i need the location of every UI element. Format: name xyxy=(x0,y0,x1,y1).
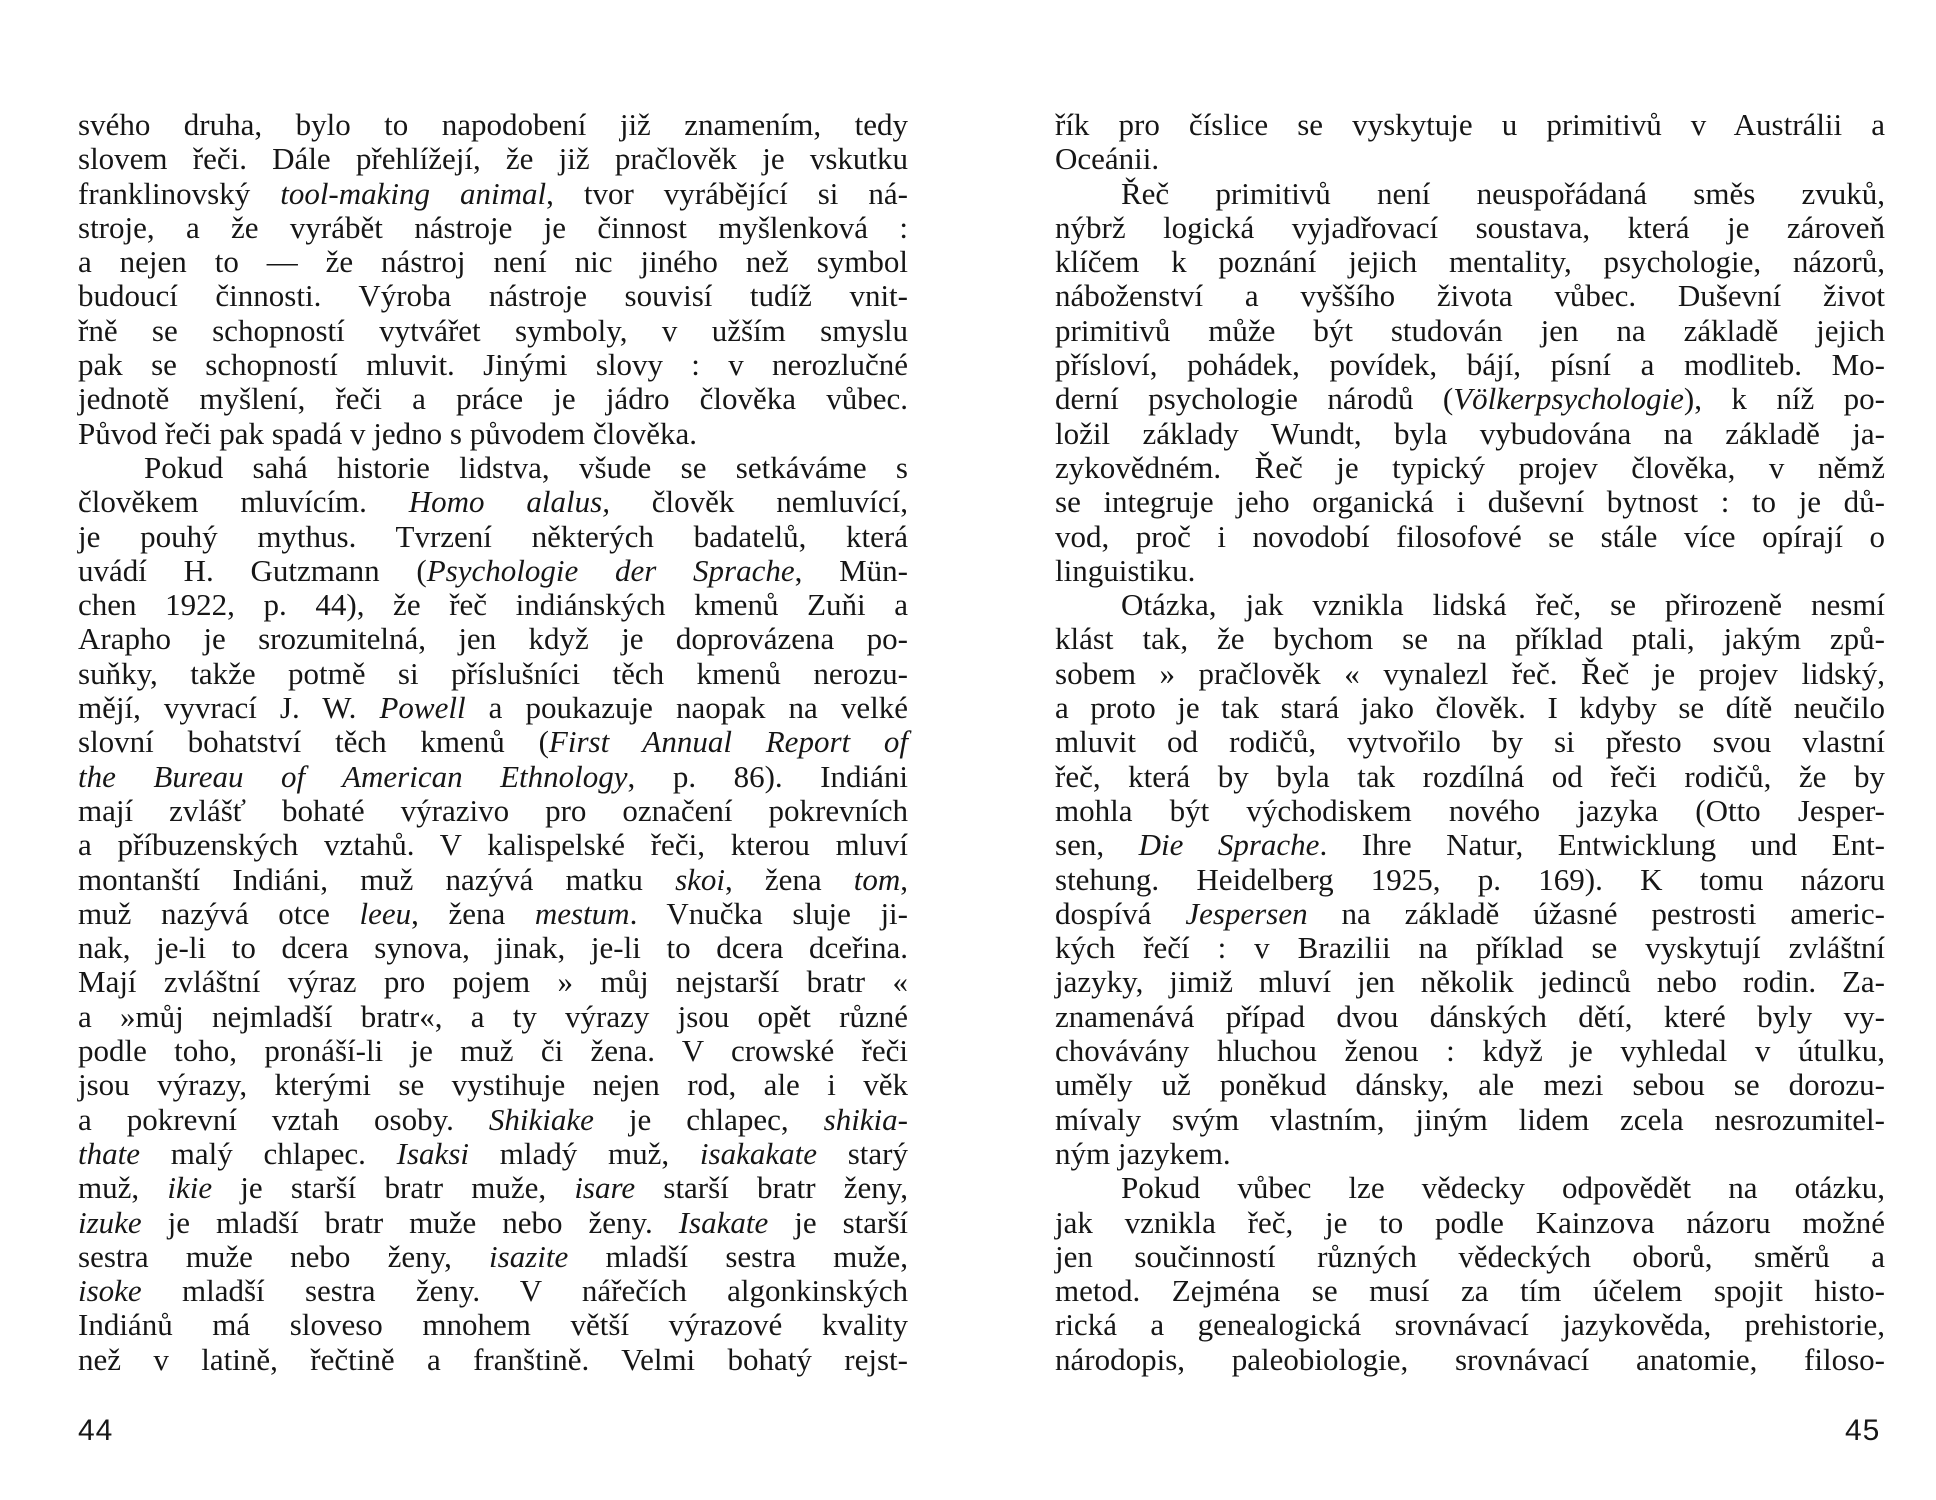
text-line xyxy=(1055,760,1885,794)
italic-text: Die Sprache xyxy=(1138,827,1320,863)
text-segment: řně se schopností vytvářet symboly, v užším smyslu xyxy=(78,312,908,348)
text-segment: ložil základy Wundt, byla vybudována na základě ja- xyxy=(1055,415,1885,451)
text-segment: sen, xyxy=(1055,827,1139,863)
text-segment: primitivů může být studován jen na základě jejich xyxy=(1055,312,1885,348)
text-segment: a proto je tak stará jako člověk. I kdyby se dítě neučilo xyxy=(1055,690,1885,726)
text-segment: Arapho je srozumitelná, jen když je doprovázena po- xyxy=(78,621,908,657)
text-line xyxy=(78,348,908,382)
text-line xyxy=(78,1171,908,1205)
text-segment: řeč, která by byla tak rozdílná od řeči rodičů, že by xyxy=(1055,758,1885,794)
text-segment: dospívá xyxy=(1055,895,1186,931)
text-segment: linguistiku. xyxy=(1055,552,1196,588)
text-line xyxy=(78,1103,908,1137)
text-line xyxy=(78,211,908,245)
text-segment: a »můj nejmladší bratr«, a ty výrazy jsou opět různé xyxy=(78,998,908,1034)
text-segment: než v latině, řečtině a franštině. Velmi bohatý rejst- xyxy=(78,1341,908,1377)
text-segment: jak vznikla řeč, je to podle Kainzova názoru možné xyxy=(1055,1204,1885,1240)
text-segment: mladý muž, xyxy=(469,1135,700,1171)
text-segment: národopis, paleobiologie, srovnávací anatomie, filoso- xyxy=(1055,1341,1885,1377)
text-segment: , xyxy=(900,861,909,897)
text-line xyxy=(1055,1308,1885,1342)
text-line xyxy=(78,279,908,313)
text-line xyxy=(1055,348,1885,382)
italic-text: Homo alalus, xyxy=(408,484,610,520)
text-line xyxy=(1055,691,1885,725)
text-line xyxy=(1055,1000,1885,1034)
italic-text: Powell xyxy=(379,690,466,726)
text-line xyxy=(78,108,908,142)
text-segment: Indiánů má sloveso mnohem větší výrazové kvality xyxy=(78,1307,908,1343)
text-segment: svého druha, bylo to napodobení již znamením, tedy xyxy=(78,107,908,142)
italic-text: mestum xyxy=(534,895,630,931)
text-line xyxy=(78,1274,908,1308)
text-line xyxy=(78,725,908,759)
text-segment: rická a genealogická srovnávací jazykověda, prehistorie, xyxy=(1055,1307,1885,1343)
text-segment: malý chlapec. xyxy=(140,1135,397,1171)
text-line xyxy=(78,314,908,348)
text-line xyxy=(1055,828,1885,862)
text-segment: budoucí činnosti. Výroba nástroje souvisí tudíž vnit- xyxy=(78,278,908,314)
italic-text: isakakate xyxy=(699,1135,817,1171)
text-line xyxy=(78,691,908,725)
text-segment: stroje, a že vyrábět nástroje je činnost myšlenková : xyxy=(78,209,908,245)
text-line xyxy=(1055,1274,1885,1308)
italic-text: Isakate xyxy=(678,1204,769,1240)
text-line xyxy=(78,828,908,862)
text-line xyxy=(1055,314,1885,348)
text-line xyxy=(78,965,908,999)
text-line xyxy=(78,897,908,931)
text-segment: řík pro číslice se vyskytuje u primitivů v Austrálii a xyxy=(1055,107,1885,142)
text-line xyxy=(1055,1068,1885,1102)
text-segment: je pouhý mythus. Tvrzení některých badatelů, která xyxy=(78,518,908,554)
text-line xyxy=(78,554,908,588)
text-segment: kých řečí : v Brazilii na příklad se vyskytují zvláštní xyxy=(1055,930,1885,966)
text-segment: pak se schopností mluvit. Jinými slovy : v nerozlučné xyxy=(78,347,908,383)
text-segment: mějí, vyvrací J. W. xyxy=(78,690,380,726)
italic-text: leeu xyxy=(359,895,412,931)
right-page-number: 45 xyxy=(1845,1414,1881,1447)
text-segment: Mají zvláštní výraz pro pojem » můj nejstarší bratr « xyxy=(78,964,908,1000)
text-line xyxy=(1055,451,1885,485)
text-line xyxy=(78,588,908,622)
text-line xyxy=(78,177,908,211)
italic-text: tool-making animal xyxy=(280,175,547,211)
text-line xyxy=(78,245,908,279)
text-segment: Původ řeči pak spadá v jedno s původem člověka. xyxy=(78,415,697,451)
text-segment: ), k níž po- xyxy=(1683,381,1885,417)
text-segment: starý xyxy=(816,1135,908,1171)
text-line xyxy=(78,863,908,897)
text-line xyxy=(1055,965,1885,999)
text-segment: klíčem k poznání jejich mentality, psychologie, názorů, xyxy=(1055,244,1885,280)
text-segment: je chlapec, xyxy=(593,1101,824,1137)
text-line xyxy=(78,1000,908,1034)
text-segment: derní psychologie národů ( xyxy=(1055,381,1454,417)
text-segment: zykovědném. Řeč je typický projev člověka, v němž xyxy=(1055,449,1885,485)
italic-text: shikia- xyxy=(823,1101,908,1137)
text-segment: franklinovský xyxy=(78,175,281,211)
text-segment: , žena xyxy=(411,895,535,931)
text-segment: klást tak, že bychom se na příklad ptali, jakým způ- xyxy=(1055,621,1885,657)
text-segment: mladší sestra ženy. V nářečích algonkinských xyxy=(141,1273,908,1309)
right-page-text xyxy=(1055,108,1885,1377)
text-line xyxy=(1055,1171,1885,1205)
text-segment: na základě úžasné pestrosti americ- xyxy=(1307,895,1886,931)
italic-text: skoi xyxy=(675,861,725,897)
text-segment: Oceánii. xyxy=(1055,141,1160,177)
text-segment: a pokrevní vztah osoby. xyxy=(78,1101,489,1137)
italic-text: isoke xyxy=(78,1273,142,1309)
text-segment: mívaly svým vlastním, jiným lidem zcela nesrozumitel- xyxy=(1055,1101,1885,1137)
text-segment: nýbrž logická vyjadřovací soustava, která je zároveň xyxy=(1055,209,1885,245)
text-line xyxy=(1055,177,1885,211)
text-segment: mohla být východiskem nového jazyka (Otto Jesper- xyxy=(1055,792,1885,828)
text-segment: podle toho, pronáší-li je muž či žena. V crowské řeči xyxy=(78,1033,908,1069)
text-line xyxy=(78,451,908,485)
text-segment: chen 1922, p. 44), že řeč indiánských kmenů Zuňi a xyxy=(78,587,908,623)
text-segment: a nejen to — že nástroj není nic jiného než symbol xyxy=(78,244,908,280)
text-line xyxy=(1055,931,1885,965)
text-line xyxy=(1055,245,1885,279)
text-segment: uměly už poněkud dánsky, ale mezi sebou se dorozu- xyxy=(1055,1067,1885,1103)
text-line xyxy=(1055,417,1885,451)
text-segment: metod. Zejména se musí za tím účelem spojit histo- xyxy=(1055,1273,1885,1309)
text-segment: je starší bratr muže, xyxy=(212,1170,575,1206)
italic-text: the Bureau of American Ethnology xyxy=(78,758,628,794)
text-segment: Pokud sahá historie lidstva, všude se setkáváme s xyxy=(144,449,908,485)
text-line xyxy=(78,622,908,656)
text-line xyxy=(1055,725,1885,759)
italic-text: Völkerpsychologie xyxy=(1453,381,1684,417)
italic-text: ikie xyxy=(167,1170,213,1206)
italic-text: tom xyxy=(853,861,901,897)
text-segment: mluvit od rodičů, vytvořilo by si přesto svou vlastní xyxy=(1055,724,1885,760)
text-segment: člověk nemluvící, xyxy=(609,484,908,520)
text-segment: slovní bohatství těch kmenů ( xyxy=(78,724,549,760)
text-line xyxy=(78,1240,908,1274)
text-segment: , tvor vyrábějící si ná- xyxy=(546,175,908,211)
text-line xyxy=(78,1034,908,1068)
text-line xyxy=(1055,1034,1885,1068)
text-segment: člověkem mluvícím. xyxy=(78,484,409,520)
text-segment: sestra muže nebo ženy, xyxy=(78,1238,490,1274)
text-line xyxy=(78,485,908,519)
text-segment: vod, proč i novodobí filosofové se stále více opírají o xyxy=(1055,518,1885,554)
text-segment: ným jazykem. xyxy=(1055,1135,1231,1171)
text-segment: uvádí H. Gutzmann ( xyxy=(78,552,427,588)
text-line xyxy=(78,657,908,691)
text-segment: náboženství a vyššího života vůbec. Duševní život xyxy=(1055,278,1885,314)
text-line xyxy=(78,794,908,828)
text-segment: slovem řeči. Dále přehlížejí, že již pračlověk je vskutku xyxy=(78,141,908,177)
text-segment: jen součinností různých vědeckých oborů, směrů a xyxy=(1055,1238,1885,1274)
text-line xyxy=(1055,108,1885,142)
text-segment: stehung. Heidelberg 1925, p. 169). K tomu názoru xyxy=(1055,861,1885,897)
italic-text: First Annual Report of xyxy=(548,724,909,760)
text-line xyxy=(1055,588,1885,622)
left-page-number: 44 xyxy=(78,1414,114,1447)
text-line xyxy=(78,1343,908,1377)
text-segment: mají zvlášť bohaté výrazivo pro označení pokrevních xyxy=(78,792,908,828)
text-segment: nak, je-li to dcera synova, jinak, je-li to dcera dceřina. xyxy=(78,930,908,966)
text-line xyxy=(78,382,908,416)
text-line xyxy=(1055,863,1885,897)
text-segment: mladší sestra muže, xyxy=(568,1238,908,1274)
text-segment: chovávány hluchou ženou : když je vyhledal v útulku, xyxy=(1055,1033,1885,1069)
italic-text: Isaksi xyxy=(396,1135,469,1171)
italic-text: Shikiake xyxy=(488,1101,594,1137)
text-line xyxy=(78,931,908,965)
text-line xyxy=(1055,1343,1885,1377)
text-line xyxy=(78,520,908,554)
text-line xyxy=(1055,279,1885,313)
text-segment: se integruje jeho organická i duševní bytnost : to je dů- xyxy=(1055,484,1885,520)
text-segment: přísloví, pohádek, povídek, bájí, písní a modliteb. Mo- xyxy=(1055,347,1885,383)
text-segment: suňky, takže potmě si příslušníci těch kmenů nerozu- xyxy=(78,655,908,691)
text-line xyxy=(1055,794,1885,828)
text-segment: , p. 86). Indiáni xyxy=(627,758,908,794)
text-segment: je starší xyxy=(768,1204,909,1240)
text-segment: , žena xyxy=(725,861,854,897)
text-segment: jsou výrazy, kterými se vystihuje nejen rod, ale i věk xyxy=(78,1067,908,1103)
text-segment: muž, xyxy=(78,1170,168,1206)
text-line xyxy=(1055,657,1885,691)
text-segment: jazyky, jimiž mluví jen několik jedinců nebo rodin. Za- xyxy=(1055,964,1885,1000)
text-line xyxy=(78,1137,908,1171)
text-segment: Pokud vůbec lze vědecky odpovědět na otázku, xyxy=(1121,1170,1885,1206)
italic-text: isare xyxy=(574,1170,636,1206)
text-line xyxy=(1055,1240,1885,1274)
text-line xyxy=(1055,211,1885,245)
text-segment: montanští Indiáni, muž nazývá matku xyxy=(78,861,676,897)
text-line xyxy=(1055,897,1885,931)
text-line xyxy=(78,1206,908,1240)
text-line xyxy=(1055,142,1885,176)
left-page-text xyxy=(78,108,908,1377)
text-line xyxy=(78,760,908,794)
text-line xyxy=(1055,485,1885,519)
text-line xyxy=(78,142,908,176)
italic-text: izuke xyxy=(78,1204,142,1240)
text-line xyxy=(78,1308,908,1342)
text-line xyxy=(1055,1206,1885,1240)
text-line xyxy=(1055,1137,1885,1171)
text-line xyxy=(1055,382,1885,416)
text-segment: muž nazývá otce xyxy=(78,895,360,931)
text-segment: Otázka, jak vznikla lidská řeč, se přirozeně nesmí xyxy=(1121,587,1885,623)
text-segment: je mladší bratr muže nebo ženy. xyxy=(141,1204,679,1240)
text-line xyxy=(1055,622,1885,656)
text-segment: jednotě myšlení, řeči a práce je jádro člověka vůbec. xyxy=(78,381,908,417)
text-line xyxy=(78,417,908,451)
italic-text: thate xyxy=(78,1135,140,1171)
text-segment: a příbuzenských vztahů. V kalispelské řeči, kterou mluví xyxy=(78,827,908,863)
text-segment: . Ihre Natur, Entwicklung und Ent- xyxy=(1319,827,1885,863)
italic-text: Jespersen xyxy=(1185,895,1308,931)
italic-text: isazite xyxy=(489,1238,569,1274)
text-segment: . Vnučka sluje ji- xyxy=(629,895,908,931)
text-segment: , Mün- xyxy=(794,552,908,588)
text-line xyxy=(78,1068,908,1102)
italic-text: Psychologie der Sprache xyxy=(426,552,795,588)
text-segment: sobem » pračlověk « vynalezl řeč. Řeč je projev lidský, xyxy=(1055,655,1885,691)
text-segment: Řeč primitivů není neuspořádaná směs zvuků, xyxy=(1121,175,1885,211)
text-segment: znamenává případ dvou dánských dětí, které byly vy- xyxy=(1055,998,1885,1034)
text-segment: a poukazuje naopak na velké xyxy=(465,690,908,726)
text-segment: starší bratr ženy, xyxy=(635,1170,908,1206)
text-line xyxy=(1055,520,1885,554)
text-line xyxy=(1055,554,1885,588)
text-line xyxy=(1055,1103,1885,1137)
